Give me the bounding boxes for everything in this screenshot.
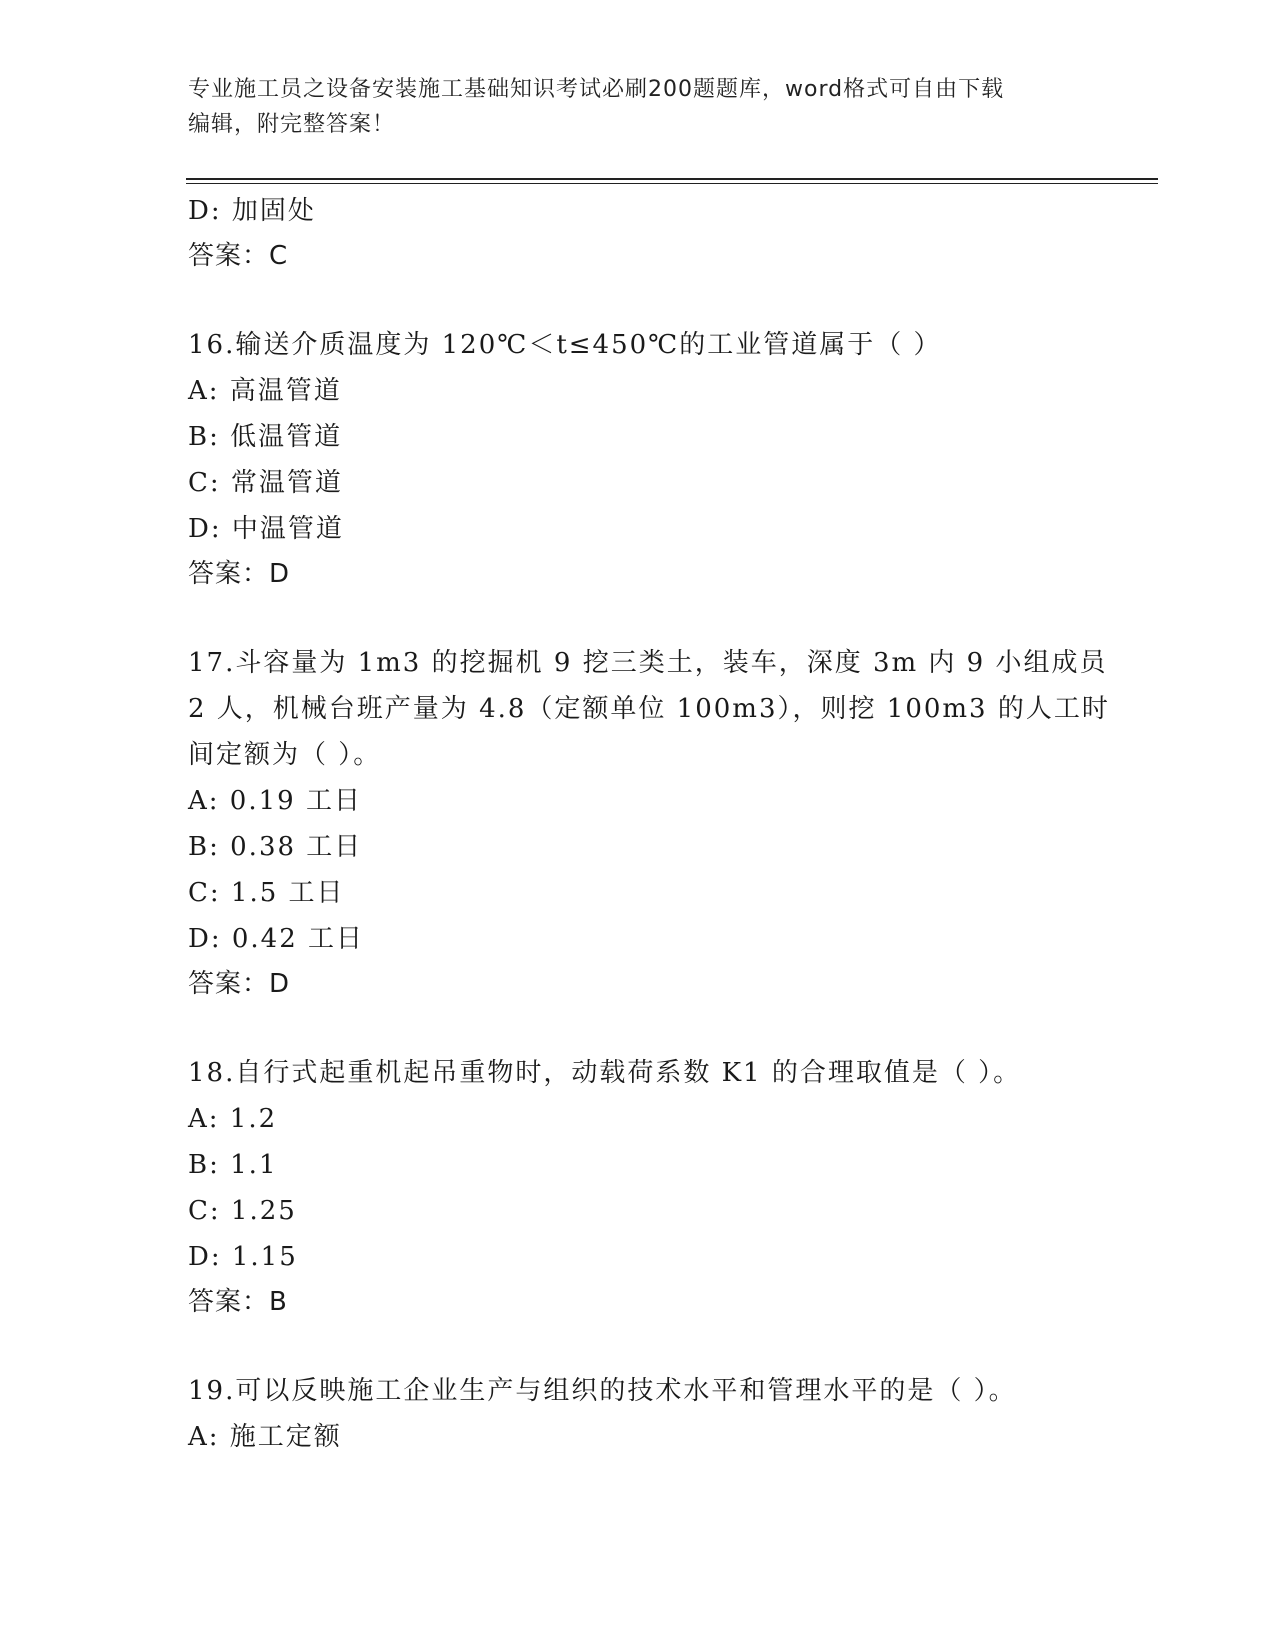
option-a: A: 1.2 — [188, 1104, 278, 1134]
option-b: B: 0.38 工日 — [188, 832, 363, 862]
option-c: C: 常温管道 — [188, 468, 343, 498]
option-d: D: 1.15 — [188, 1242, 298, 1272]
option-c: C: 1.25 — [188, 1196, 297, 1226]
answer-line: 答案：D — [188, 559, 291, 589]
question-stem: 16.输送介质温度为 120℃＜t≤450℃的工业管道属于（ ） — [188, 330, 942, 360]
answer-line: 答案：B — [188, 1287, 288, 1317]
question-list — [188, 188, 1110, 1460]
question-stem: 18.自行式起重机起吊重物时，动载荷系数 K1 的合理取值是（ ）。 — [188, 1058, 1022, 1088]
header-line-1: 专业施工员之设备安装施工基础知识考试必刷200题题库，word格式可自由下载 — [188, 77, 1005, 102]
header-line-2: 编辑，附完整答案！ — [188, 112, 396, 137]
option-b: B: 1.1 — [188, 1150, 278, 1180]
spacer — [188, 1324, 1088, 1368]
option-a: A: 高温管道 — [188, 376, 342, 406]
option-a: A: 0.19 工日 — [188, 786, 362, 816]
question-stem: 17.斗容量为 1m3 的挖掘机 9 挖三类土，装车，深度 3m 内 9 小组成员 — [188, 648, 1108, 678]
option-d: D: 中温管道 — [188, 514, 344, 544]
spacer — [188, 596, 1088, 640]
question-stem-continued: 间定额为（ ）。 — [188, 740, 382, 770]
option-d: D: 加固处 — [188, 196, 316, 226]
question-17 — [188, 640, 1110, 1006]
answer-line: 答案：D — [188, 969, 291, 999]
option-c: C: 1.5 工日 — [188, 878, 345, 908]
answer-line: 答案：C — [188, 241, 289, 271]
question-stem-continued: 2 人，机械台班产量为 4.8（定额单位 100m3），则挖 100m3 的人工时 — [188, 694, 1110, 724]
spacer — [188, 278, 1088, 322]
option-a: A: 施工定额 — [188, 1422, 342, 1452]
question-19 — [188, 1368, 1088, 1460]
question-stem: 19.可以反映施工企业生产与组织的技术水平和管理水平的是（ ）。 — [188, 1376, 1017, 1406]
question-16 — [188, 322, 1088, 596]
option-d: D: 0.42 工日 — [188, 924, 365, 954]
document-header — [188, 72, 1068, 142]
question-18 — [188, 1050, 1088, 1324]
option-b: B: 低温管道 — [188, 422, 343, 452]
header-rule-thick — [186, 178, 1158, 180]
header-rule-thin — [186, 183, 1158, 184]
spacer — [188, 1006, 1088, 1050]
